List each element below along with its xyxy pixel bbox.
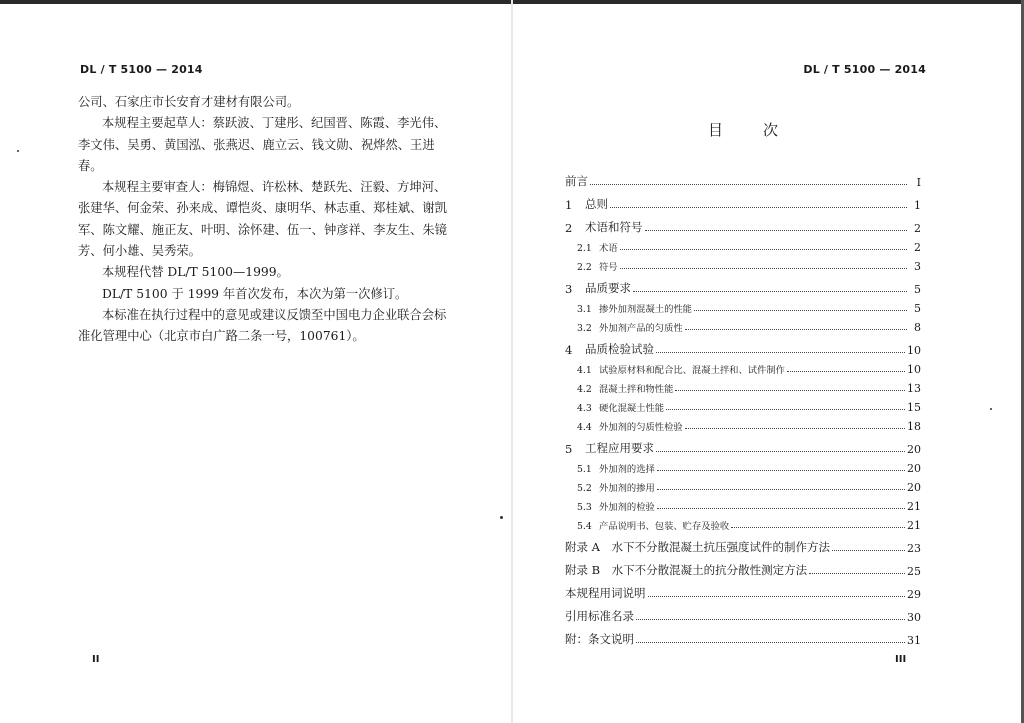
toc-entry-title: 混凝土拌和物性能 (599, 384, 674, 395)
toc-entry-number: 4.4 (577, 422, 592, 433)
toc-leader-dots (656, 451, 905, 452)
left-page-body (78, 92, 450, 348)
toc-entry-number: 4.3 (577, 403, 592, 414)
toc-entry-page: 2 (914, 241, 921, 254)
toc-entry[interactable] (565, 166, 921, 189)
toc-entry-number: 4 (565, 343, 573, 357)
right-page (513, 0, 1021, 723)
paragraph: 本规程主要起草人：蔡跃波、丁建彤、纪国晋、陈霞、李光伟、李文伟、吴勇、黄国泓、张燕迟、鹿立云、钱文勋、祝烨然、王进春。 (78, 116, 447, 173)
toc-leader-dots (809, 573, 905, 574)
toc-entry-title: 附录 A 水下不分散混凝土抗压强度试件的制作方法 (565, 540, 830, 554)
toc-entry[interactable] (565, 315, 921, 334)
toc-entry-number: 2 (565, 221, 573, 235)
toc-leader-dots (657, 489, 905, 490)
toc-leader-dots (657, 470, 905, 471)
toc-entry-page: 10 (907, 363, 921, 376)
scan-speck (17, 150, 19, 152)
toc-entry-page: 5 (914, 302, 921, 315)
toc-leader-dots (620, 268, 907, 269)
paragraph: 本标准在执行过程中的意见或建议反馈至中国电力企业联合会标准化管理中心（北京市白广路二条一号，100761）。 (78, 307, 447, 344)
toc-entry[interactable] (565, 212, 921, 235)
toc-entry[interactable] (565, 624, 921, 647)
paragraph: DL/T 5100 于 1999 年首次发布，本次为第一次修订。 (102, 286, 408, 301)
toc-entry-number: 5 (565, 442, 573, 456)
toc-entry[interactable] (565, 601, 921, 624)
toc-entry-number: 2.1 (577, 243, 592, 254)
toc-entry-number: 5.1 (577, 464, 592, 475)
toc-entry-title: 品质要求 (585, 281, 631, 295)
toc-entry[interactable] (565, 376, 921, 395)
toc-title: 目次 (708, 121, 819, 139)
toc-entry-page: 21 (907, 500, 921, 513)
toc-entry-title: 外加剂的匀质性检验 (599, 422, 683, 433)
scan-speck (990, 408, 992, 410)
toc-entry[interactable] (565, 395, 921, 414)
toc-entry-title: 外加剂的掺用 (599, 483, 655, 494)
toc-entry-page: 13 (907, 382, 921, 395)
left-page-header: DL / T 5100 — 2014 (80, 63, 203, 76)
toc-entry-page: 20 (907, 443, 921, 456)
toc-leader-dots (685, 428, 905, 429)
toc-leader-dots (620, 249, 907, 250)
toc-entry-page: 31 (907, 634, 921, 647)
toc-entry-page: 20 (907, 462, 921, 475)
toc-entry[interactable] (565, 334, 921, 357)
toc-entry-title: 外加剂的选择 (599, 464, 655, 475)
toc-leader-dots (648, 596, 906, 597)
toc-entry-page: 25 (907, 565, 921, 578)
toc-leader-dots (657, 508, 905, 509)
toc-entry-page: 5 (914, 283, 921, 296)
toc-entry[interactable] (565, 578, 921, 601)
toc-entry[interactable] (565, 555, 921, 578)
toc-entry-number: 4.1 (577, 365, 592, 376)
toc-entry-title: 引用标准名录 (565, 609, 634, 623)
toc-entry-page: 20 (907, 481, 921, 494)
toc-entry[interactable] (565, 475, 921, 494)
toc-entry-title: 工程应用要求 (585, 441, 654, 455)
toc-entry[interactable] (565, 456, 921, 475)
toc-entry-title: 试验原材料和配合比、混凝土拌和、试件制作 (599, 365, 785, 376)
toc-leader-dots (675, 390, 905, 391)
scan-speck (500, 516, 503, 519)
toc-entry-page: 29 (907, 588, 921, 601)
toc-entry-number: 3 (565, 282, 573, 296)
left-page (0, 0, 511, 723)
left-page-number: II (92, 654, 100, 665)
toc-entry-title: 产品说明书、包装、贮存及验收 (599, 521, 730, 532)
toc-leader-dots (610, 207, 907, 208)
toc-entry-page: 23 (907, 542, 921, 555)
toc-entry[interactable] (565, 189, 921, 212)
toc-leader-dots (685, 329, 907, 330)
toc-leader-dots (787, 371, 905, 372)
toc-leader-dots (590, 184, 907, 185)
toc-leader-dots (645, 230, 908, 231)
toc-entry-page: 1 (914, 199, 921, 212)
toc-leader-dots (636, 642, 905, 643)
toc-leader-dots (832, 550, 905, 551)
toc-entry-title: 术语 (599, 243, 618, 254)
toc-entry-title: 掺外加剂混凝土的性能 (599, 304, 692, 315)
toc-entry-page: 3 (914, 260, 921, 273)
toc-entry[interactable] (565, 254, 921, 273)
toc-entry-title: 附：条文说明 (565, 632, 634, 646)
toc-entry-title: 外加剂产品的匀质性 (599, 323, 683, 334)
toc-entry[interactable] (565, 235, 921, 254)
right-page-header: DL / T 5100 — 2014 (803, 63, 926, 76)
toc-entry-number: 5.3 (577, 502, 592, 513)
toc-entry[interactable] (565, 357, 921, 376)
toc-entry-page: 18 (907, 420, 921, 433)
right-page-number: III (895, 654, 907, 665)
toc-entry-title: 术语和符号 (585, 220, 643, 234)
toc-entry-number: 1 (565, 198, 573, 212)
toc-entry[interactable] (565, 273, 921, 296)
toc-entry-page: 8 (914, 321, 921, 334)
toc-entry-page: 21 (907, 519, 921, 532)
toc-entry-number: 4.2 (577, 384, 592, 395)
toc-leader-dots (636, 619, 905, 620)
toc-leader-dots (666, 409, 905, 410)
paragraph: 公司、石家庄市长安育才建材有限公司。 (78, 95, 300, 109)
toc-entry-number: 3.2 (577, 323, 592, 334)
toc-entry-title: 品质检验试验 (585, 342, 654, 356)
toc-entry-page: I (916, 176, 921, 189)
toc-entry[interactable] (565, 296, 921, 315)
toc-entry[interactable] (565, 532, 921, 555)
toc-entry-page: 10 (907, 344, 921, 357)
toc-entry-page: 30 (907, 611, 921, 624)
toc-entry-title: 符号 (599, 262, 618, 273)
table-of-contents (565, 166, 921, 647)
toc-entry-title: 本规程用词说明 (565, 586, 646, 600)
toc-leader-dots (633, 291, 907, 292)
toc-entry[interactable] (565, 513, 921, 532)
toc-entry-title: 硬化混凝土性能 (599, 403, 665, 414)
toc-entry[interactable] (565, 414, 921, 433)
toc-entry-number: 5.2 (577, 483, 592, 494)
toc-entry-title: 前言 (565, 174, 588, 188)
toc-entry-number: 2.2 (577, 262, 592, 273)
toc-entry-number: 5.4 (577, 521, 592, 532)
toc-leader-dots (694, 310, 907, 311)
toc-entry-page: 15 (907, 401, 921, 414)
toc-entry-page: 2 (914, 222, 921, 235)
toc-entry-title: 总则 (585, 197, 608, 211)
toc-entry[interactable] (565, 494, 921, 513)
toc-entry-title: 附录 B 水下不分散混凝土的抗分散性测定方法 (565, 563, 808, 577)
toc-leader-dots (656, 352, 905, 353)
toc-entry[interactable] (565, 433, 921, 456)
paragraph: 本规程代替 DL/T 5100—1999。 (102, 265, 289, 280)
toc-entry-number: 3.1 (577, 304, 592, 315)
paragraph: 本规程主要审查人：梅锦煜、许松林、楚跃先、汪毅、方坤河、张建华、何金荣、孙来成、谭恺炎、康明华、林志重、郑桂斌、谢凯军、陈文耀、施正友、叶明、涂怀建、伍一、钟彦祥、李友生、朱镜芳、何小雄、吴秀荣。 (78, 180, 447, 259)
toc-leader-dots (731, 527, 905, 528)
toc-entry-title: 外加剂的检验 (599, 502, 655, 513)
